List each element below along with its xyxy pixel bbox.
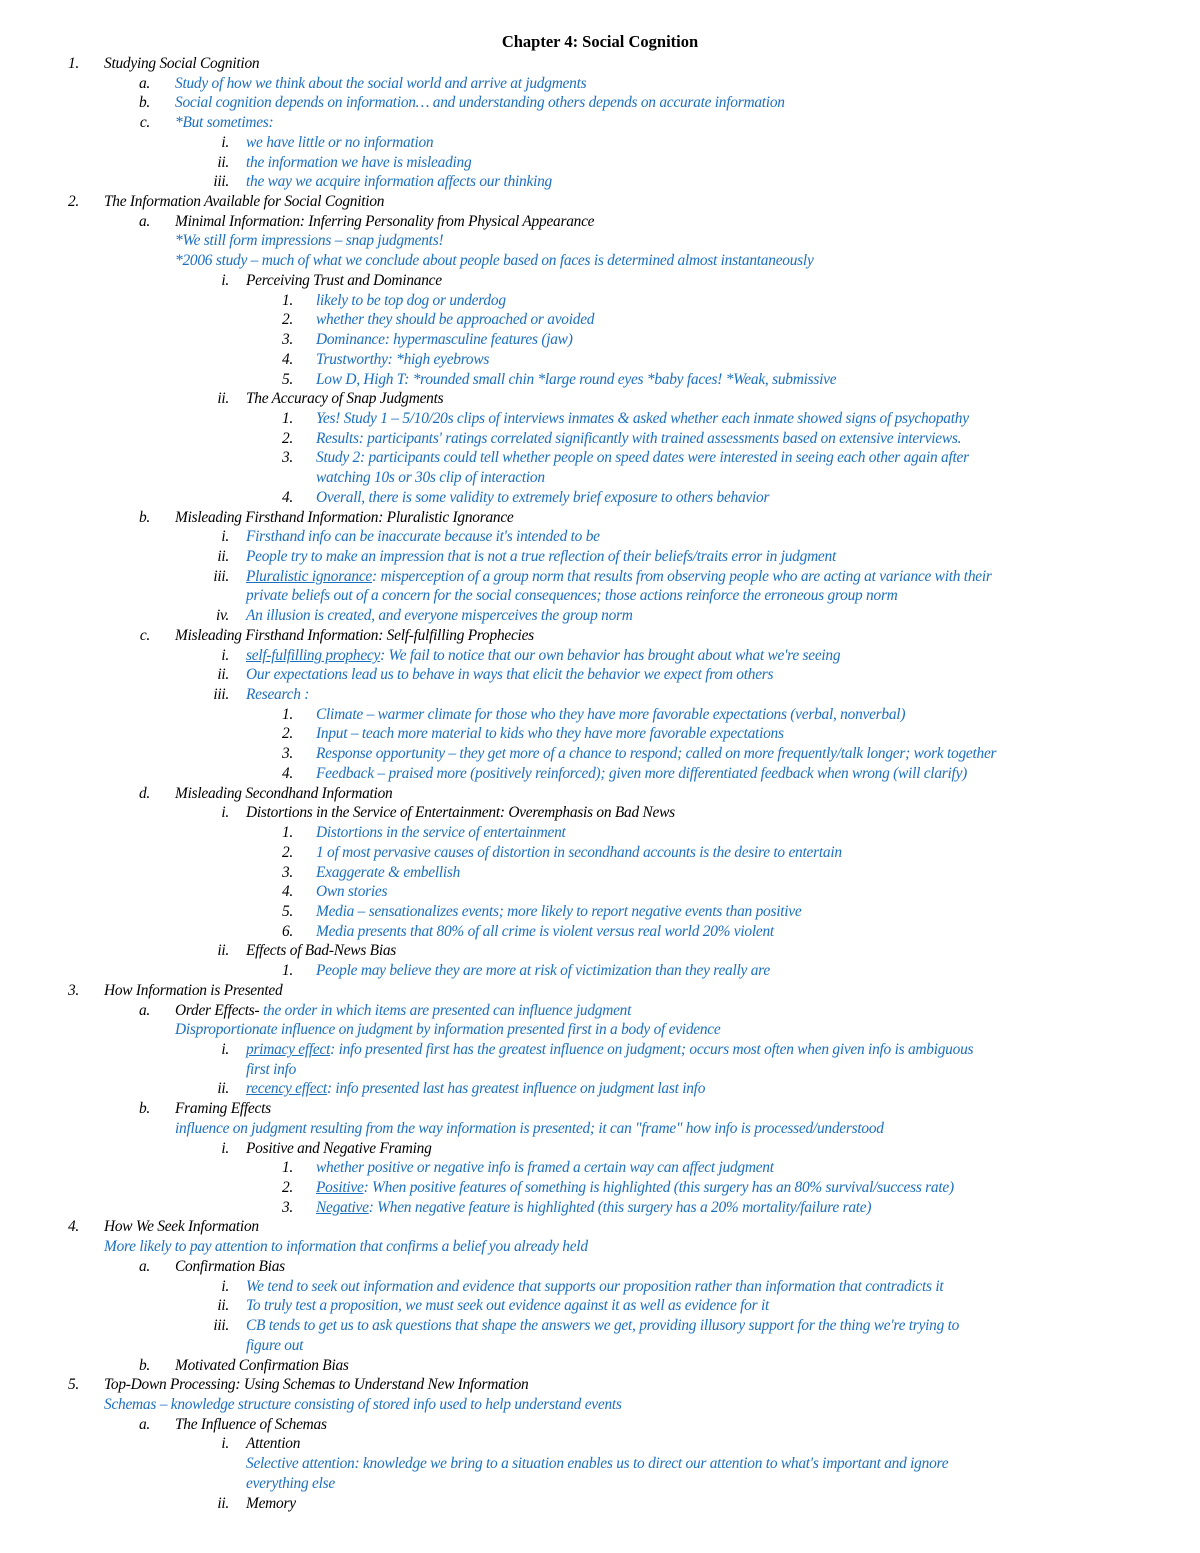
line-text: Low D, High T: *rounded small chin *large round eyes *baby faces! *Weak, submissive	[316, 371, 837, 388]
underlined-term: recency effect	[246, 1080, 327, 1097]
line-text: : When positive features of something is highlighted (this surgery has an 80% survival/success rate)	[363, 1179, 954, 1196]
outline-line	[175, 508, 514, 528]
outline-line	[175, 1356, 349, 1376]
line-text: Top-Down Processing: Using Schemas to Understand New Information	[104, 1376, 529, 1393]
line-text: : misperception of a group norm that results from observing people who are acting at variance with their	[371, 568, 992, 585]
outline-marker: iii.	[213, 1317, 229, 1334]
outline-marker: 3.	[281, 864, 293, 881]
outline-line	[316, 705, 905, 725]
line-text: Yes! Study 1 – 5/10/20s clips of interviews inmates & asked whether each inmate showed signs of psychopathy	[316, 410, 969, 427]
line-text: Framing Effects	[175, 1100, 271, 1117]
outline-marker: ii.	[217, 666, 229, 683]
underlined-term: primacy effect	[246, 1041, 331, 1058]
outline-marker: i.	[221, 272, 229, 289]
outline-line	[246, 1474, 335, 1494]
outline-marker: i.	[221, 804, 229, 821]
outline-marker: b.	[138, 509, 150, 526]
line-text: Memory	[246, 1495, 296, 1512]
line-text: Selective attention: knowledge we bring to a situation enables us to direct our attention to what's important and ignore	[246, 1455, 949, 1472]
line-text: More likely to pay attention to information that confirms a belief you already held	[104, 1238, 588, 1255]
line-text: Results: participants' ratings correlated significantly with trained assessments based on extensive interviews.	[316, 430, 962, 447]
outline-line	[316, 468, 545, 488]
line-text: *We still form impressions – snap judgments!	[175, 232, 444, 249]
outline-line	[175, 113, 273, 133]
line-text: : We fail to notice that our own behavior has brought about what we're seeing	[380, 647, 841, 664]
outline-marker: iii.	[213, 568, 229, 585]
outline-marker: c.	[139, 627, 150, 644]
outline-line	[246, 133, 433, 153]
line-text: Trustworthy: *high eyebrows	[316, 351, 490, 368]
outline-line	[104, 981, 282, 1001]
outline-line	[246, 1454, 948, 1474]
outline-line	[246, 665, 773, 685]
outline-marker: 2.	[281, 844, 293, 861]
outline-marker: 6.	[281, 923, 293, 940]
line-text: Research :	[246, 686, 310, 703]
line-text: : When negative feature is highlighted (this surgery has a 20% mortality/failure rate)	[368, 1199, 872, 1216]
line-text: People try to make an impression that is not a true reflection of their beliefs/traits error in judgment	[246, 548, 836, 565]
outline-line	[246, 1296, 769, 1316]
outline-marker: 5.	[67, 1376, 79, 1393]
outline-line	[104, 1375, 528, 1395]
line-text: the order in which items are presented can influence judgment	[263, 1002, 632, 1019]
line-text: Misleading Secondhand Information	[175, 785, 393, 802]
outline-line	[104, 1217, 259, 1237]
outline-marker: i.	[221, 1140, 229, 1157]
outline-line	[316, 448, 969, 468]
line-text: Misleading Firsthand Information: Pluralistic Ignorance	[175, 509, 514, 526]
outline-line	[246, 1336, 303, 1356]
line-text: : info presented last has greatest influence on judgment last info	[326, 1080, 706, 1097]
outline-marker: ii.	[217, 1495, 229, 1512]
line-text: An illusion is created, and everyone misperceives the group norm	[246, 607, 633, 624]
outline-line	[246, 646, 840, 666]
page-title: Chapter 4: Social Cognition	[501, 32, 699, 51]
outline-marker: iii.	[213, 173, 229, 190]
outline-marker: 5.	[281, 903, 293, 920]
line-text: the information we have is misleading	[246, 154, 472, 171]
outline-line	[316, 882, 387, 902]
outline-marker: 2.	[281, 725, 293, 742]
outline-line	[246, 1494, 296, 1514]
outline-line	[316, 961, 770, 981]
line-text: *2006 study – much of what we conclude about people based on faces is determined almost instantaneously	[175, 252, 814, 269]
line-text: *But sometimes:	[175, 114, 274, 131]
outline-line	[246, 685, 309, 705]
line-text: Our expectations lead us to behave in ways that elicit the behavior we expect from others	[246, 666, 774, 683]
line-text: : info presented first has the greatest influence on judgment; occurs most often when given info is ambiguous	[330, 1041, 974, 1058]
outline-marker: d.	[138, 785, 150, 802]
outline-line	[316, 843, 842, 863]
line-text: Distortions in the Service of Entertainment: Overemphasis on Bad News	[246, 804, 675, 821]
outline-marker: ii.	[217, 1080, 229, 1097]
line-text: figure out	[246, 1337, 304, 1354]
outline-marker: 2.	[67, 193, 79, 210]
outline-line	[104, 54, 259, 74]
outline-line	[246, 1139, 432, 1159]
line-text: To truly test a proposition, we must seek out evidence against it as well as evidence for it	[246, 1297, 770, 1314]
outline-marker: a.	[138, 1002, 150, 1019]
line-text: Input – teach more material to kids who they have more favorable expectations	[316, 725, 784, 742]
line-text: Minimal Information: Inferring Personality from Physical Appearance	[175, 213, 595, 230]
outline-line	[246, 271, 442, 291]
outline-line	[175, 1001, 631, 1021]
outline-line	[246, 153, 471, 173]
outline-line	[316, 429, 961, 449]
outline-line	[316, 350, 489, 370]
line-text: whether positive or negative info is framed a certain way can affect judgment	[316, 1159, 774, 1176]
line-text: Disproportionate influence on judgment by information presented first in a body of evidence	[175, 1021, 721, 1038]
underlined-term: Pluralistic ignorance	[246, 568, 372, 585]
outline-marker: 2.	[281, 1179, 293, 1196]
outline-marker: a.	[138, 1416, 150, 1433]
outline-line	[316, 922, 774, 942]
outline-marker: 4.	[281, 765, 293, 782]
outline-marker: i.	[221, 1435, 229, 1452]
line-text: Climate – warmer climate for those who they have more favorable expectations (verbal, nonverbal)	[316, 706, 906, 723]
outline-marker: 3.	[281, 745, 293, 762]
outline-line	[246, 941, 396, 961]
outline-line	[316, 488, 769, 508]
outline-marker: i.	[221, 1278, 229, 1295]
outline-line	[316, 863, 460, 883]
outline-line	[175, 1099, 271, 1119]
underlined-term: Positive	[316, 1179, 364, 1196]
line-text: Media presents that 80% of all crime is violent versus real world 20% violent	[316, 923, 774, 940]
outline-marker: 5.	[281, 371, 293, 388]
outline-line	[175, 784, 392, 804]
outline-line	[316, 310, 594, 330]
outline-marker: a.	[138, 1258, 150, 1275]
line-text: Firsthand info can be inaccurate because it's intended to be	[246, 528, 600, 545]
outline-line	[316, 1178, 954, 1198]
outline-marker: 4.	[281, 489, 293, 506]
outline-marker: 2.	[281, 311, 293, 328]
line-text: Perceiving Trust and Dominance	[246, 272, 442, 289]
outline-line	[316, 330, 573, 350]
line-text: everything else	[246, 1475, 335, 1492]
outline-marker: 1.	[281, 962, 293, 979]
outline-line	[246, 527, 600, 547]
outline-line	[246, 172, 552, 192]
line-text: Distortions in the service of entertainment	[316, 824, 566, 841]
line-text: We tend to seek out information and evidence that supports our proposition rather than information that contradicts it	[246, 1278, 944, 1295]
line-text: likely to be top dog or underdog	[316, 292, 506, 309]
outline-line	[175, 251, 814, 271]
outline-line	[246, 389, 443, 409]
line-text: Attention	[246, 1435, 301, 1452]
outline-marker: i.	[221, 134, 229, 151]
outline-line	[246, 547, 836, 567]
outline-line	[246, 1060, 296, 1080]
line-text: Social cognition depends on information… and understanding others depends on accurate information	[175, 94, 785, 111]
outline-marker: 1.	[281, 292, 293, 309]
outline-line	[316, 724, 784, 744]
outline-line	[316, 1198, 871, 1218]
outline-line	[316, 1158, 774, 1178]
outline-marker: a.	[138, 213, 150, 230]
line-text: Media – sensationalizes events; more likely to report negative events than positive	[316, 903, 802, 920]
line-text: Motivated Confirmation Bias	[175, 1357, 349, 1374]
outline-marker: 4.	[67, 1218, 79, 1235]
line-text: Study of how we think about the social world and arrive at judgments	[175, 75, 587, 92]
line-text: Own stories	[316, 883, 388, 900]
outline-marker: iv.	[215, 607, 229, 624]
outline-line	[316, 409, 969, 429]
outline-line	[104, 1237, 588, 1257]
outline-marker: 4.	[281, 883, 293, 900]
outline-marker: 3.	[281, 1199, 293, 1216]
underlined-term: Negative	[316, 1199, 369, 1216]
outline-line	[246, 1434, 300, 1454]
outline-line	[316, 823, 566, 843]
outline-marker: 1.	[281, 1159, 293, 1176]
line-text: Studying Social Cognition	[104, 55, 260, 72]
line-text: The Information Available for Social Cognition	[104, 193, 385, 210]
line-text: Study 2: participants could tell whether people on speed dates were interested in seeing each other again after	[316, 449, 969, 466]
outline-line	[175, 74, 586, 94]
line-text: Confirmation Bias	[175, 1258, 285, 1275]
line-text: Exaggerate & embellish	[316, 864, 461, 881]
outline-marker: b.	[138, 1100, 150, 1117]
outline-marker: iii.	[213, 686, 229, 703]
outline-line	[316, 764, 967, 784]
outline-marker: 1.	[67, 55, 79, 72]
outline-marker: 1.	[281, 824, 293, 841]
outline-line	[175, 1257, 285, 1277]
line-text: Order Effects-	[175, 1002, 263, 1019]
line-text: the way we acquire information affects our thinking	[246, 173, 552, 190]
outline-marker: i.	[221, 1041, 229, 1058]
line-text: private beliefs out of a concern for the social consequences; those actions reinforce the erroneous group norm	[246, 587, 898, 604]
outline-marker: 4.	[281, 351, 293, 368]
line-text: Dominance: hypermasculine features (jaw)	[316, 331, 573, 348]
outline-line	[316, 291, 506, 311]
outline-line	[246, 586, 898, 606]
line-text: first info	[246, 1061, 297, 1078]
outline-marker: a.	[138, 75, 150, 92]
outline-marker: ii.	[217, 548, 229, 565]
outline-line	[246, 1079, 705, 1099]
line-text: Misleading Firsthand Information: Self-fulfilling Prophecies	[175, 627, 534, 644]
outline-marker: i.	[221, 647, 229, 664]
line-text: Schemas – knowledge structure consisting of stored info used to help understand events	[104, 1396, 622, 1413]
line-text: Response opportunity – they get more of a chance to respond; called on more frequently/talk longer; work together	[316, 745, 997, 762]
outline-line	[316, 902, 801, 922]
outline-line	[175, 93, 785, 113]
line-text: we have little or no information	[246, 134, 434, 151]
underlined-term: self-fulfilling prophecy	[246, 647, 381, 664]
outline-line	[246, 803, 675, 823]
outline-marker: ii.	[217, 390, 229, 407]
outline-marker: i.	[221, 528, 229, 545]
outline-marker: b.	[138, 1357, 150, 1374]
line-text: People may believe they are more at risk of victimization than they really are	[316, 962, 770, 979]
line-text: The Influence of Schemas	[175, 1416, 327, 1433]
outline-marker: ii.	[217, 1297, 229, 1314]
line-text: How We Seek Information	[104, 1218, 259, 1235]
outline-line	[316, 744, 996, 764]
line-text: watching 10s or 30s clip of interaction	[316, 469, 545, 486]
outline-line	[316, 370, 836, 390]
outline-marker: b.	[138, 94, 150, 111]
outline-marker: ii.	[217, 942, 229, 959]
outline-line	[175, 1119, 884, 1139]
line-text: The Accuracy of Snap Judgments	[246, 390, 444, 407]
outline-marker: 1.	[281, 706, 293, 723]
outline-marker: c.	[139, 114, 150, 131]
outline-line	[104, 1395, 622, 1415]
line-text: influence on judgment resulting from the way information is presented; it can "frame" how info is processed/understood	[175, 1120, 884, 1137]
line-text: Effects of Bad-News Bias	[246, 942, 397, 959]
line-text: Positive and Negative Framing	[246, 1140, 432, 1157]
outline-marker: 1.	[281, 410, 293, 427]
outline-line	[246, 1040, 973, 1060]
outline-line	[246, 567, 992, 587]
outline-line	[175, 1020, 720, 1040]
outline-line	[246, 1316, 959, 1336]
line-text: 1 of most pervasive causes of distortion in secondhand accounts is the desire to entertain	[316, 844, 842, 861]
outline-line	[175, 1415, 327, 1435]
line-text: Feedback – praised more (positively reinforced); given more differentiated feedback when wrong (will clarify)	[316, 765, 968, 782]
line-text: CB tends to get us to ask questions that shape the answers we get, providing illusory support for the thing we're trying to	[246, 1317, 960, 1334]
outline-line	[175, 626, 534, 646]
line-text: Overall, there is some validity to extremely brief exposure to others behavior	[316, 489, 770, 506]
outline-marker: 3.	[67, 982, 79, 999]
outline-line	[175, 231, 443, 251]
outline-marker: 3.	[281, 449, 293, 466]
outline-marker: ii.	[217, 154, 229, 171]
outline-marker: 3.	[281, 331, 293, 348]
outline-line	[246, 606, 633, 626]
outline-marker: 2.	[281, 430, 293, 447]
outline-line	[246, 1277, 943, 1297]
line-text: How Information is Presented	[104, 982, 283, 999]
outline-line	[175, 212, 594, 232]
outline-line	[104, 192, 384, 212]
line-text: whether they should be approached or avoided	[316, 311, 595, 328]
